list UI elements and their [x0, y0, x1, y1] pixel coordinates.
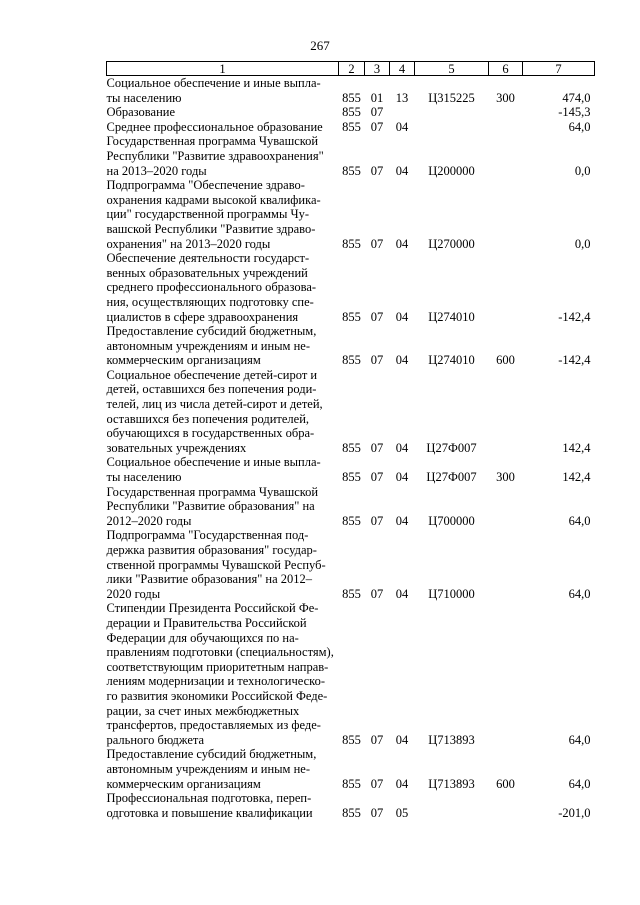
table-row — [107, 455, 595, 484]
cell-subsection: 04 — [395, 119, 409, 134]
row-name — [107, 324, 339, 368]
row-name-line: оставшихся без попечения родителей, — [106, 411, 310, 426]
cell-ministry: 855 — [342, 805, 361, 820]
cell-expense-type — [489, 528, 523, 601]
row-name-line: Государственная программа Чувашской — [106, 134, 319, 149]
row-name — [107, 528, 339, 601]
row-name-line: автономным учреждениям и иным не- — [106, 338, 310, 353]
row-name-line: ния, осуществляющих подготовку спе- — [106, 294, 314, 309]
header-col-5: 5 — [415, 62, 489, 76]
table-row — [107, 178, 595, 251]
table-row — [107, 324, 595, 368]
cell-amount: 142,4 — [562, 470, 591, 485]
cell-expense-type — [489, 134, 523, 178]
cell-amount: 474,0 — [562, 90, 591, 105]
header-col-7: 7 — [523, 62, 595, 76]
cell-amount: -201,0 — [558, 805, 591, 820]
row-name — [107, 76, 339, 106]
table-body — [107, 76, 595, 821]
cell-amount: 142,4 — [562, 440, 591, 455]
row-name-line: Среднее профессиональное образование — [106, 119, 323, 134]
cell-section: 07 — [370, 119, 384, 134]
cell-target-article: Ц710000 — [428, 586, 475, 601]
cell-subsection: 04 — [395, 732, 409, 747]
cell-target-article: Ц700000 — [428, 513, 475, 528]
cell-section: 07 — [370, 732, 384, 747]
cell-subsection: 04 — [395, 776, 409, 791]
cell-expense-type: 600 — [496, 353, 515, 368]
cell-ministry: 855 — [342, 353, 361, 368]
cell-target-article: Ц274010 — [428, 353, 475, 368]
cell-ministry: 855 — [342, 586, 361, 601]
cell-subsection: 04 — [395, 236, 409, 251]
row-name-line: го развития экономики Российской Феде- — [106, 688, 328, 703]
row-name-line: коммерческим организациям — [106, 353, 261, 368]
cell-target-article: Ц27Ф007 — [426, 440, 477, 455]
cell-amount: 0,0 — [574, 163, 591, 178]
cell-amount: 64,0 — [568, 119, 591, 134]
row-name-line: вашской Республики "Развитие здраво- — [106, 221, 316, 236]
cell-section: 07 — [370, 105, 384, 120]
cell-section: 01 — [370, 90, 384, 105]
table-row — [107, 105, 595, 120]
cell-expense-type: 300 — [496, 470, 515, 485]
row-name-line: дерации и Правительства Российской — [106, 615, 307, 630]
header-col-3: 3 — [365, 62, 390, 76]
row-name-line: Обеспечение деятельности государст- — [106, 251, 310, 266]
row-name-line: Государственная программа Чувашской — [106, 484, 319, 499]
row-name-line: венных образовательных учреждений — [106, 265, 308, 280]
row-name — [107, 601, 339, 747]
row-name — [107, 485, 339, 529]
row-name-line: Социальное обеспечение и иные выпла- — [106, 455, 321, 470]
table-row — [107, 528, 595, 601]
cell-amount: 64,0 — [568, 586, 591, 601]
cell-target-article: Ц315225 — [428, 90, 475, 105]
cell-subsection: 05 — [395, 805, 409, 820]
cell-expense-type — [489, 251, 523, 324]
cell-ministry: 855 — [342, 470, 361, 485]
cell-section: 07 — [370, 440, 384, 455]
row-name-line: коммерческим организациям — [106, 776, 261, 791]
row-name — [107, 134, 339, 178]
row-name-line: Республики "Развитие образования" на — [106, 499, 315, 514]
row-name-line: правлениям подготовки (специальностям), — [106, 645, 334, 660]
row-name-line: охранения кадрами высокой квалифика- — [106, 192, 321, 207]
row-name-line: Подпрограмма "Государственная под- — [106, 528, 309, 543]
table-row — [107, 601, 595, 747]
cell-section: 07 — [370, 513, 384, 528]
cell-amount: -142,4 — [558, 353, 591, 368]
row-name-line: Социальное обеспечение детей-сирот и — [106, 367, 318, 382]
row-name-line: циалистов в сфере здравоохранения — [106, 309, 299, 324]
cell-ministry: 855 — [342, 732, 361, 747]
row-name-line: Подпрограмма "Обеспечение здраво- — [106, 178, 305, 193]
cell-ministry: 855 — [342, 163, 361, 178]
row-name-line: на 2013–2020 годы — [106, 163, 207, 178]
table-row — [107, 368, 595, 456]
row-name-line: среднего профессионального образова- — [106, 280, 317, 295]
budget-table — [106, 61, 595, 820]
row-name-line: Предоставление субсидий бюджетным, — [106, 747, 317, 762]
cell-amount: 64,0 — [568, 513, 591, 528]
cell-expense-type — [489, 368, 523, 456]
cell-target-article — [415, 791, 489, 820]
row-name — [107, 747, 339, 791]
cell-expense-type — [489, 791, 523, 820]
row-name-line: Стипендии Президента Российской Фе- — [106, 601, 319, 616]
cell-subsection: 04 — [395, 586, 409, 601]
cell-ministry: 855 — [342, 309, 361, 324]
row-name-line: 2020 годы — [106, 586, 161, 601]
cell-expense-type — [489, 485, 523, 529]
cell-subsection: 04 — [395, 163, 409, 178]
cell-ministry: 855 — [342, 513, 361, 528]
row-name — [107, 105, 339, 120]
row-name — [107, 120, 339, 135]
cell-section: 07 — [370, 163, 384, 178]
header-row — [107, 62, 595, 76]
row-name — [107, 791, 339, 820]
cell-expense-type — [489, 601, 523, 747]
cell-ministry: 855 — [342, 236, 361, 251]
header-col-4: 4 — [390, 62, 415, 76]
row-name-line: лики "Развитие образования" на 2012– — [106, 572, 313, 587]
cell-expense-type: 600 — [496, 776, 515, 791]
row-name-line: Профессиональная подготовка, переп- — [106, 791, 312, 806]
cell-target-article — [415, 120, 489, 135]
cell-subsection: 04 — [395, 513, 409, 528]
row-name-line: Предоставление субсидий бюджетным, — [106, 324, 317, 339]
row-name-line: зовательных учреждениях — [106, 440, 247, 455]
row-name-line: Социальное обеспечение и иные выпла- — [106, 76, 321, 90]
row-name — [107, 251, 339, 324]
row-name-line: держка развития образования" государ- — [106, 543, 317, 557]
table-row — [107, 251, 595, 324]
header-col-6: 6 — [489, 62, 523, 76]
cell-expense-type — [489, 178, 523, 251]
row-name-line: ции" государственной программы Чу- — [106, 207, 310, 222]
cell-expense-type: 300 — [496, 90, 515, 105]
row-name-line: трансфертов, предоставляемых из феде- — [106, 718, 321, 733]
cell-target-article: Ц713893 — [428, 732, 475, 747]
cell-expense-type — [489, 120, 523, 135]
cell-section: 07 — [370, 805, 384, 820]
row-name-line: автономным учреждениям и иным не- — [106, 761, 310, 776]
row-name-line: детей, оставшихся без попечения роди- — [106, 382, 317, 397]
row-name — [107, 368, 339, 456]
cell-amount: 64,0 — [568, 776, 591, 791]
row-name-line: лениям модернизации и технологическо- — [106, 674, 325, 689]
cell-target-article — [415, 105, 489, 120]
table-row — [107, 134, 595, 178]
cell-ministry: 855 — [342, 105, 361, 120]
table-row — [107, 485, 595, 529]
cell-expense-type — [489, 105, 523, 120]
cell-section: 07 — [370, 309, 384, 324]
header-col-1: 1 — [107, 62, 339, 76]
cell-subsection: 04 — [395, 440, 409, 455]
row-name — [107, 455, 339, 484]
cell-ministry: 855 — [342, 119, 361, 134]
table-row — [107, 76, 595, 106]
cell-section: 07 — [370, 586, 384, 601]
cell-target-article: Ц27Ф007 — [426, 470, 477, 485]
cell-target-article: Ц274010 — [428, 309, 475, 324]
cell-amount: 64,0 — [568, 732, 591, 747]
cell-amount: 0,0 — [574, 236, 591, 251]
cell-ministry: 855 — [342, 90, 361, 105]
table-row — [107, 791, 595, 820]
row-name-line: Образование — [106, 105, 176, 120]
cell-section: 07 — [370, 776, 384, 791]
cell-target-article: Ц200000 — [428, 163, 475, 178]
row-name-line: Республики "Развитие здравоохранения" — [106, 148, 324, 163]
cell-section: 07 — [370, 353, 384, 368]
row-name-line: рального бюджета — [106, 732, 205, 747]
row-name-line: 2012–2020 годы — [106, 513, 192, 528]
row-name-line: соответствующим приоритетным направ- — [106, 659, 329, 674]
cell-subsection — [390, 105, 415, 120]
row-name-line: Федерации для обучающихся по на- — [106, 630, 299, 645]
cell-section: 07 — [370, 236, 384, 251]
cell-ministry: 855 — [342, 776, 361, 791]
cell-ministry: 855 — [342, 440, 361, 455]
table-row — [107, 747, 595, 791]
row-name-line: рации, за счет иных межбюджетных — [106, 703, 300, 718]
cell-subsection: 04 — [395, 353, 409, 368]
header-col-2: 2 — [339, 62, 365, 76]
row-name — [107, 178, 339, 251]
cell-amount: -142,4 — [558, 309, 591, 324]
cell-subsection: 04 — [395, 309, 409, 324]
row-name-line: ственной программы Чувашской Респуб- — [106, 557, 326, 572]
cell-target-article: Ц270000 — [428, 236, 475, 251]
cell-target-article: Ц713893 — [428, 776, 475, 791]
row-name-line: одготовка и повышение квалификации — [106, 805, 313, 820]
cell-subsection: 04 — [395, 470, 409, 485]
cell-section: 07 — [370, 470, 384, 485]
row-name-line: телей, лиц из числа детей-сирот и детей, — [106, 397, 323, 412]
row-name-line: обучающихся в государственных обра- — [106, 426, 315, 441]
row-name-line: ты населению — [106, 90, 182, 105]
page-number: 267 — [310, 38, 330, 53]
table-row — [107, 120, 595, 135]
row-name-line: ты населению — [106, 470, 182, 485]
cell-subsection: 13 — [395, 90, 409, 105]
cell-amount: -145,3 — [558, 105, 591, 120]
row-name-line: охранения" на 2013–2020 годы — [106, 236, 271, 251]
